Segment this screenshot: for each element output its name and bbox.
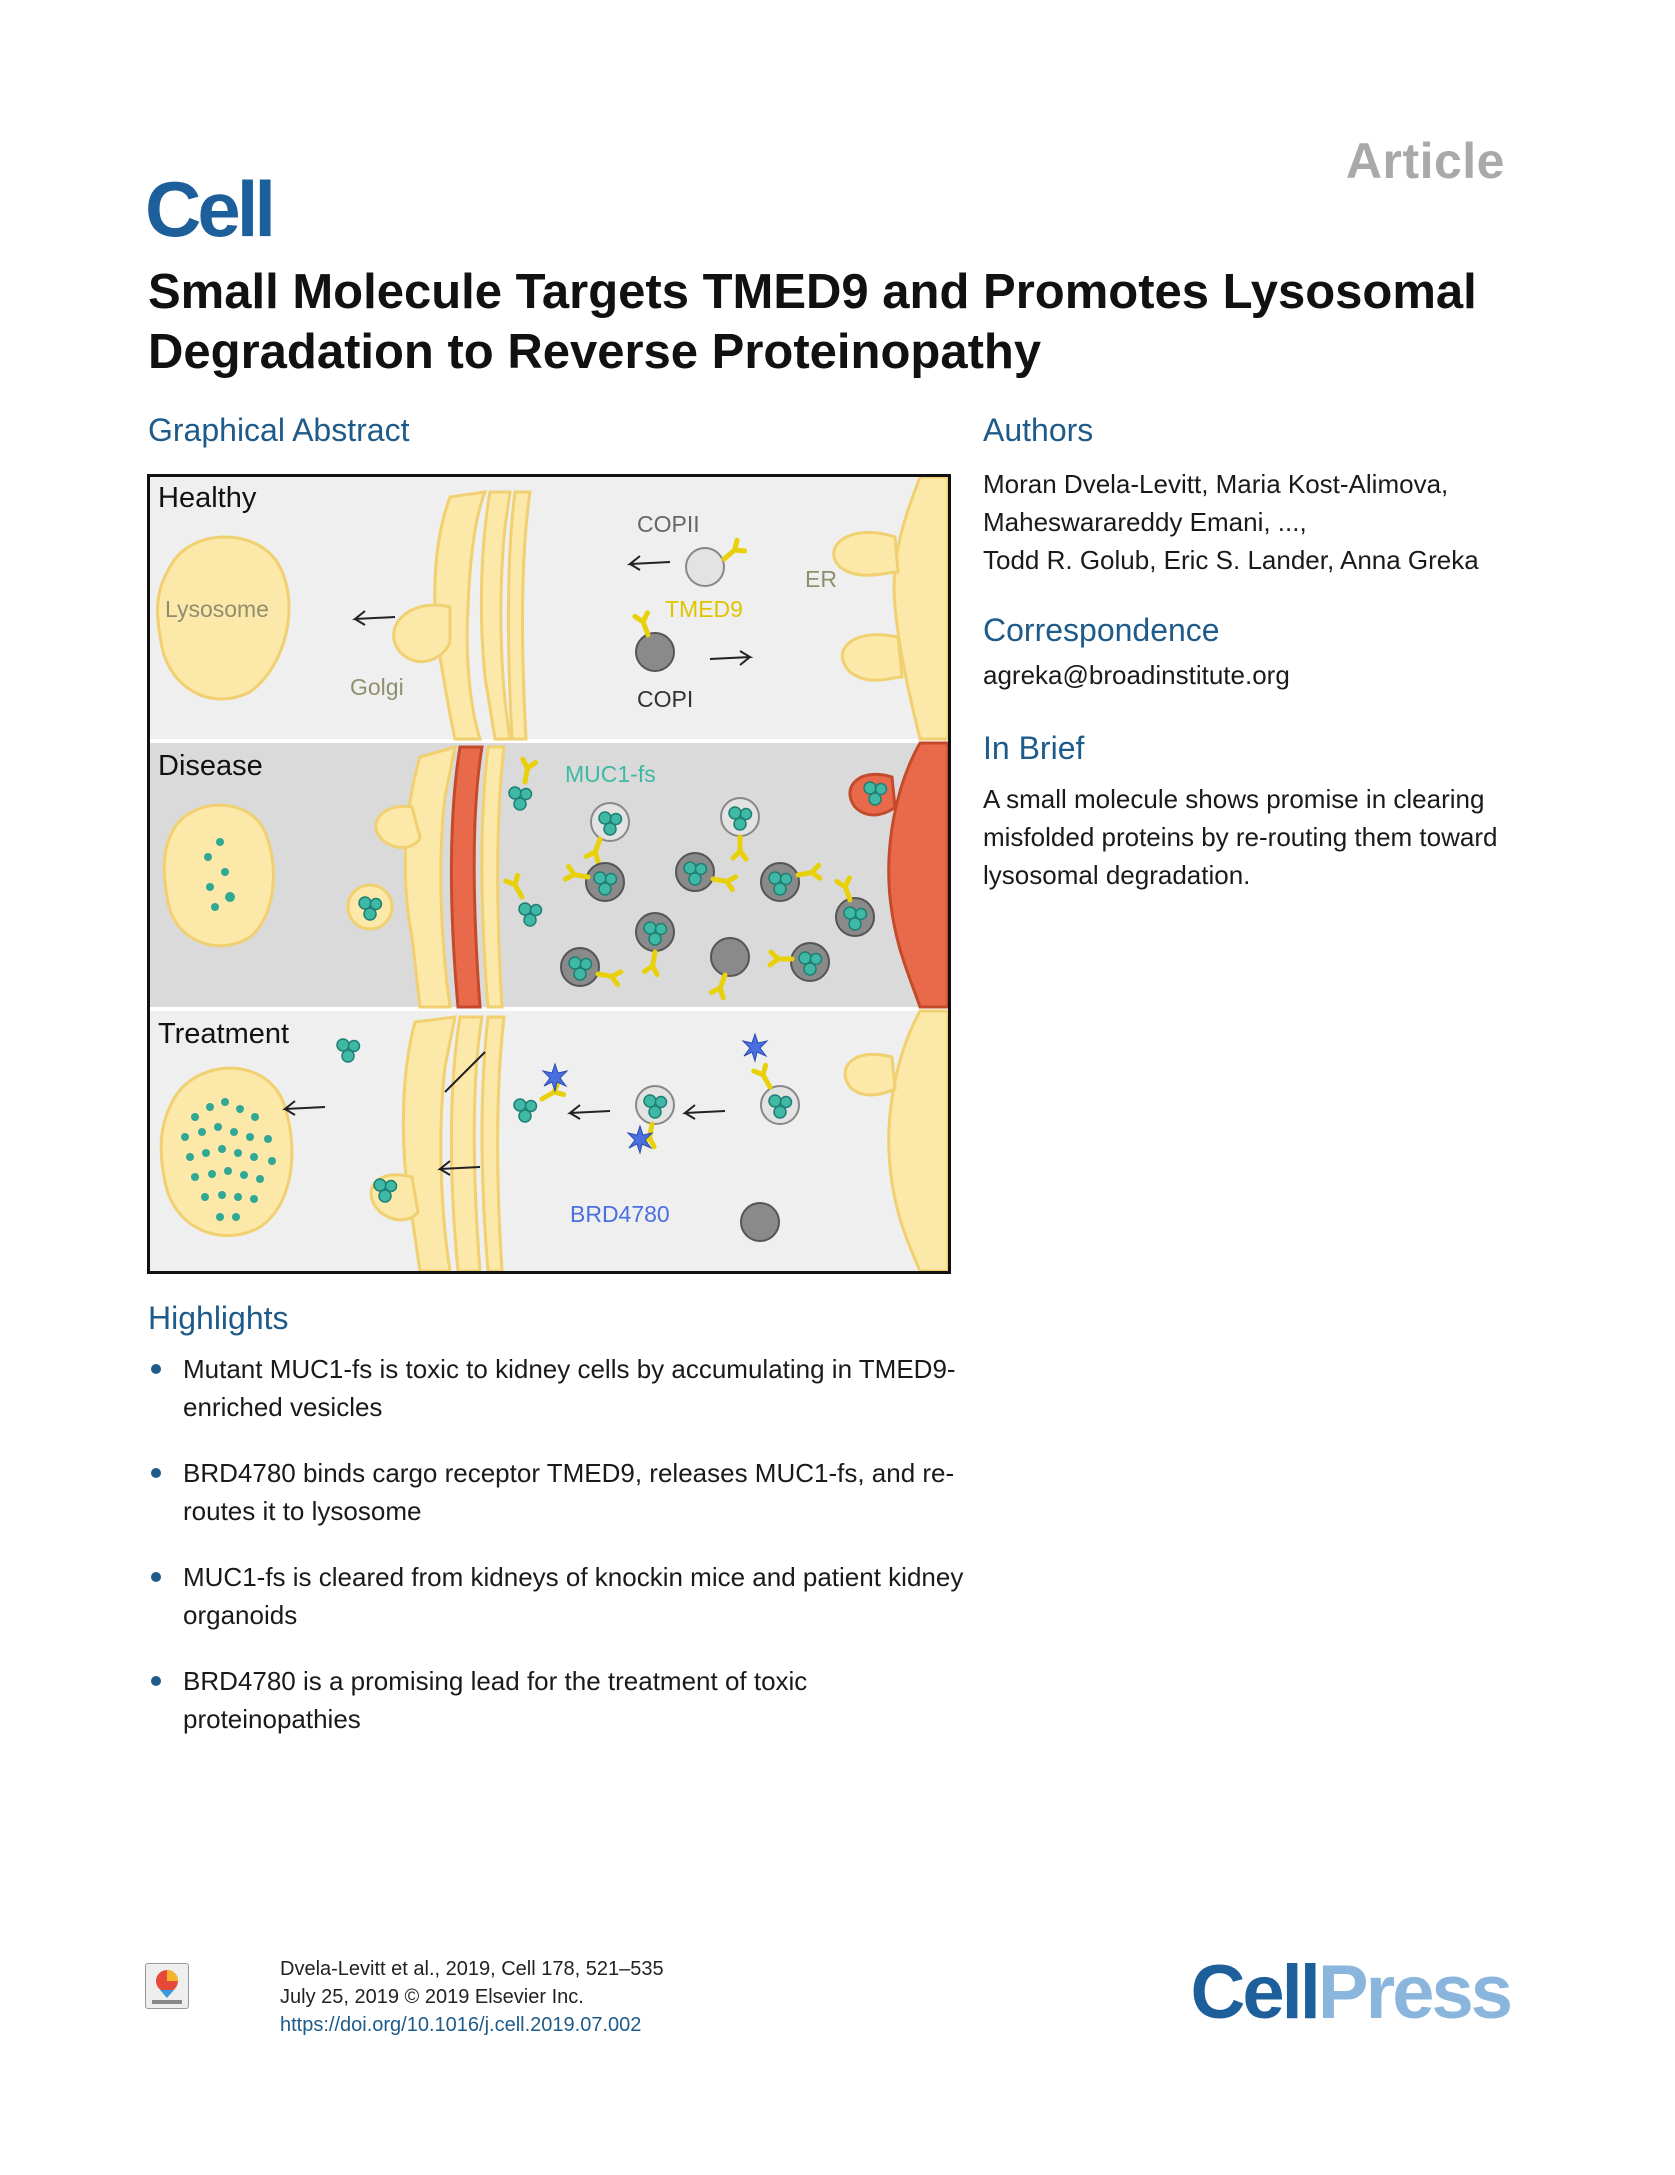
highlight-text: MUC1-fs is cleared from kidneys of knockin mice and patient kidney organoids — [183, 1562, 964, 1630]
in-brief-heading: In Brief — [983, 730, 1085, 766]
citation-date: July 25, 2019 © 2019 Elsevier Inc. — [280, 1986, 584, 2008]
graphical-abstract-figure — [147, 474, 951, 1274]
in-brief-text: A small molecule shows promise in clearing misfolded proteins by re-routing them toward lysosomal degradation. — [983, 784, 1498, 890]
citation-block — [280, 1955, 664, 2039]
author-line: Todd R. Golub, Eric S. Lander, Anna Greka — [983, 545, 1479, 575]
highlight-text: Mutant MUC1-fs is toxic to kidney cells by accumulating in TMED9-enriched vesicles — [183, 1354, 956, 1422]
label-er: ER — [805, 566, 837, 592]
highlight-text: BRD4780 binds cargo receptor TMED9, releases MUC1-fs, and re-routes it to lysosome — [183, 1458, 955, 1526]
journal-logo: Cell — [145, 165, 273, 253]
highlight-item — [148, 1350, 968, 1426]
correspondence-email[interactable]: agreka@broadinstitute.org — [983, 660, 1290, 690]
label-tmed9: TMED9 — [665, 596, 743, 622]
label-muc1fs: MUC1-fs — [565, 761, 656, 787]
highlight-item — [148, 1662, 968, 1738]
logo-part-press: Press — [1317, 1950, 1510, 2035]
bullet-icon — [151, 1676, 161, 1686]
paper-title: Small Molecule Targets TMED9 and Promotes Lysosomal Degradation to Reverse Proteinopathy — [148, 265, 1477, 379]
doi-link[interactable]: https://doi.org/10.1016/j.cell.2019.07.002 — [280, 2014, 642, 2036]
logo-part-cell: Cell — [1190, 1950, 1318, 2035]
correspondence-heading: Correspondence — [983, 612, 1220, 648]
authors-list — [983, 465, 1543, 579]
graphical-abstract-heading: Graphical Abstract — [148, 412, 410, 448]
highlights-heading: Highlights — [148, 1300, 289, 1336]
bullet-icon — [151, 1572, 161, 1582]
article-type-label: Article — [1345, 133, 1505, 189]
highlights-list — [148, 1350, 968, 1766]
cellpress-logo — [1190, 1950, 1510, 2035]
highlight-item — [148, 1558, 968, 1634]
author-line: Moran Dvela-Levitt, Maria Kost-Alimova, — [983, 469, 1449, 499]
bullet-icon — [151, 1364, 161, 1374]
authors-heading: Authors — [983, 412, 1094, 448]
bullet-icon — [151, 1468, 161, 1478]
label-copi: COPI — [637, 686, 694, 712]
check-for-updates-icon[interactable] — [145, 1963, 189, 2009]
label-brd4780: BRD4780 — [570, 1201, 670, 1227]
panel-label-healthy: Healthy — [158, 482, 257, 514]
label-copii: COPII — [637, 511, 700, 537]
highlight-item — [148, 1454, 968, 1530]
label-lysosome: Lysosome — [165, 596, 269, 622]
citation-line: Dvela-Levitt et al., 2019, Cell 178, 521–535 — [280, 1958, 664, 1980]
highlight-text: BRD4780 is a promising lead for the treatment of toxic proteinopathies — [183, 1666, 808, 1734]
label-golgi: Golgi — [350, 674, 404, 700]
panel-label-disease: Disease — [158, 750, 263, 782]
panel-label-treatment: Treatment — [158, 1018, 290, 1050]
author-line: Maheswarareddy Emani, ..., — [983, 507, 1307, 537]
